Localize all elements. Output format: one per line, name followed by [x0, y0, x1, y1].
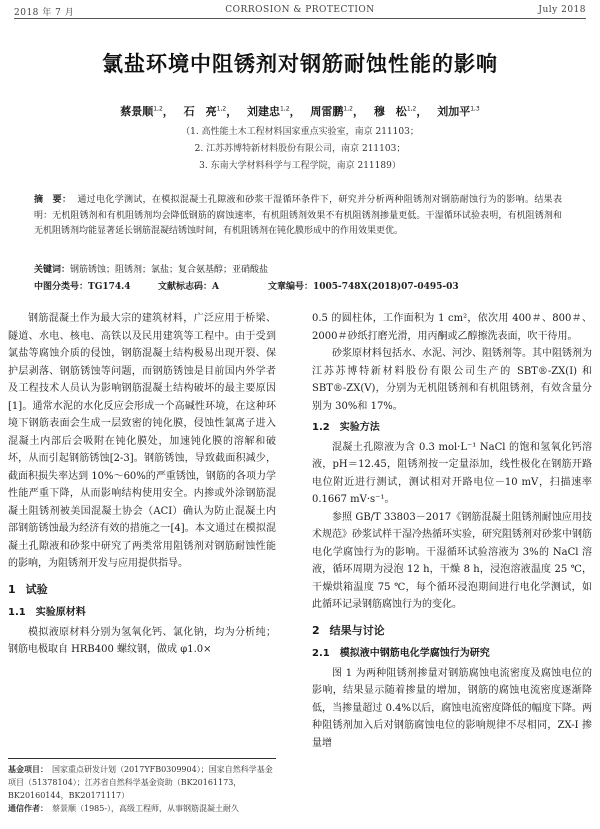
subsection-heading: 1.2 实验方法 — [312, 422, 380, 433]
affiliation-line: 2. 江苏苏博特新材料股份有限公司，南京 211103； — [194, 144, 406, 154]
footnotes — [8, 758, 276, 815]
body-paragraph: 模拟液原材料分别为氢氧化钙、氯化钠，均为分析纯；钢筋电极取自 HRB400 螺纹钢，做成 φ1.0× — [8, 626, 276, 655]
affiliation-line: 3. 东南大学材料科学与工程学院，南京 211189） — [199, 161, 401, 171]
body-paragraph: 参照 GB/T 33803－2017《钢筋混凝土阻锈剂耐蚀应用技术规范》砂浆试样干湿冷热循环实验，研究阻锈剂对砂浆中钢筋电化学腐蚀行为的影响。干湿循环试验溶液为 3%的 NaCl 溶液，循环周期为浸泡 12 h，干燥 8 h，浸泡溶液温度 25 ℃，干燥烘箱温度 75 ℃，每个循环浸泡期间进行电化学测试，如此循环记录钢筋腐蚀行为的变化。 — [312, 511, 592, 610]
left-column — [8, 310, 276, 659]
keywords-text: 钢筋锈蚀；阻锈剂；氯盐；复合氨基醇；亚硝酸盐 — [70, 265, 269, 275]
body-paragraph: 图 1 为两种阻锈剂掺量对钢筋腐蚀电流密度及腐蚀电位的影响，结果显示随着掺量的增加，钢筋的腐蚀电流密度逐渐降低，当掺量超过 0.4%以后，腐蚀电流密度降低的幅度下降。两种阻锈剂加入后对钢筋腐蚀电位的影响规律不尽相同，ZX-I 掺量增 — [312, 667, 592, 749]
author: 刘建忠$^{1,2}$， — [247, 105, 301, 118]
body-paragraph: 混凝土孔隙液为含 0.3 mol·L⁻¹ NaCl 的饱和氢氧化钙溶液，pH＝12.45，阻锈剂按一定量添加，线性极化在钢筋开路电位附近进行测试，测试相对开路电位－10 mV，扫描速率 0.1667 mV·s⁻¹。 — [312, 441, 592, 505]
header-issue: July 2018 — [538, 5, 586, 15]
author: 刘加平$^{1,3}$ — [437, 105, 480, 118]
author: 石 亮$^{1,2}$， — [183, 105, 238, 118]
intro-paragraph: 钢筋混凝土作为最大宗的建筑材料，广泛应用于桥梁、隧道、水电、核电、高铁以及民用建筑等工程中。由于受到氯盐等腐蚀介质的侵蚀，钢筋混凝土结构极易出现开裂、保护层剥落、钢筋锈蚀等问题，而钢筋锈蚀是目前国内外学者及工程技术人员认为影响钢筋混凝土结构破坏的最主要原因[1]。通常水泥的水化反应会形成一个高碱性环境，在这种环境下钢筋表面会生成一层致密的钝化膜，侵蚀性氯离子进入混凝土内部后会吸附在钝化膜处，加速钝化膜的溶解和破坏，从而引起钢筋锈蚀[2-3]。钢筋锈蚀，导致截面积减少，截面积损失率达到 10%～60%的严重锈蚀，钢筋的各项力学性能严重下降，从而影响结构使用安全。内掺或外涂钢筋混凝土阻锈剂被美国混凝土协会（ACI）确认为防止混凝土内部钢筋锈蚀最为经济有效的措施之一[4]。本文通过在模拟混凝土孔隙液和砂浆中研究了两类常用阻锈剂对钢筋耐蚀性能的影响，为阻锈剂开发与应用提供指导。 — [8, 313, 276, 569]
body-paragraph: 砂浆原材料包括水、水泥、河沙、阻锈剂等。其中阻锈剂为江苏苏博特新材料股份有限公司生产的 SBT®-ZX(I) 和 SBT®-ZX(V)，分别为无机阻锈剂和有机阻锈剂，有效含量分别为 30%和 17%。 — [312, 348, 592, 412]
funding-note: 基金项目： 国家重点研发计划（2017YFB0309904）；国家自然科学基金项目（51378104）；江苏省自然科学基金资助（BK20161173，BK20160144，BK20171117） — [8, 764, 273, 800]
affiliations — [0, 124, 600, 175]
abstract-label: 摘 要： — [34, 195, 72, 205]
clc-number: 中图分类号：TG174.4 — [34, 282, 131, 292]
body-paragraph: 0.5 的圆柱体，工作面积为 1 cm²，依次用 400＃、800＃、2000＃砂纸打磨光滑，用丙酮或乙醇擦洗表面，吹干待用。 — [312, 313, 592, 342]
subsection-heading: 1.1 实验原材料 — [8, 607, 86, 618]
author: 穆 松$^{1,2}$， — [373, 105, 428, 118]
author: 周雷鹏$^{1,2}$， — [310, 105, 364, 118]
section-heading: 1 试验 — [8, 582, 48, 596]
affiliation-line: （1. 高性能土木工程材料国家重点实验室，南京 211103； — [181, 127, 419, 137]
keywords — [34, 262, 562, 275]
author-list — [0, 103, 600, 119]
doc-code: 文献标志码：A — [158, 282, 219, 292]
author: 蔡景顺$^{1,2}$， — [120, 105, 174, 118]
paper-title: 氯盐环境中阻锈剂对钢筋耐蚀性能的影响 — [102, 52, 498, 76]
subsection-heading: 2.1 模拟液中钢筋电化学腐蚀行为研究 — [312, 648, 490, 659]
abstract — [34, 193, 562, 240]
abstract-text: 通过电化学测试，在模拟混凝土孔隙液和砂浆干湿循环条件下，研究并分析两种阻锈剂对钢筋耐蚀行为的影响。结果表明：无机阻锈剂和有机阻锈剂均会降低钢筋的腐蚀速率，有机阻锈剂效果不有机阻锈剂掺量更低。干湿循环试验表明，有机阻锈剂和无机阻锈剂均能显著延长钢筋混凝结锈蚀时间，有机阻锈剂在钝化膜形成中的作用效果更优。 — [34, 195, 562, 236]
running-header — [14, 4, 586, 19]
keywords-label: 关键词： — [34, 265, 71, 275]
article-number: 文章编号：1005-748X(2018)07-0495-03 — [268, 282, 459, 292]
section-heading: 2 结果与讨论 — [312, 623, 385, 637]
header-date: 2018 年 7 月 — [14, 8, 75, 18]
right-column — [312, 310, 592, 752]
corresponding-author-note: 通信作者： 蔡景顺（1985-），高级工程师，从事钢筋混凝土耐久 — [8, 803, 240, 813]
header-journal: CORROSION & PROTECTION — [225, 5, 375, 15]
